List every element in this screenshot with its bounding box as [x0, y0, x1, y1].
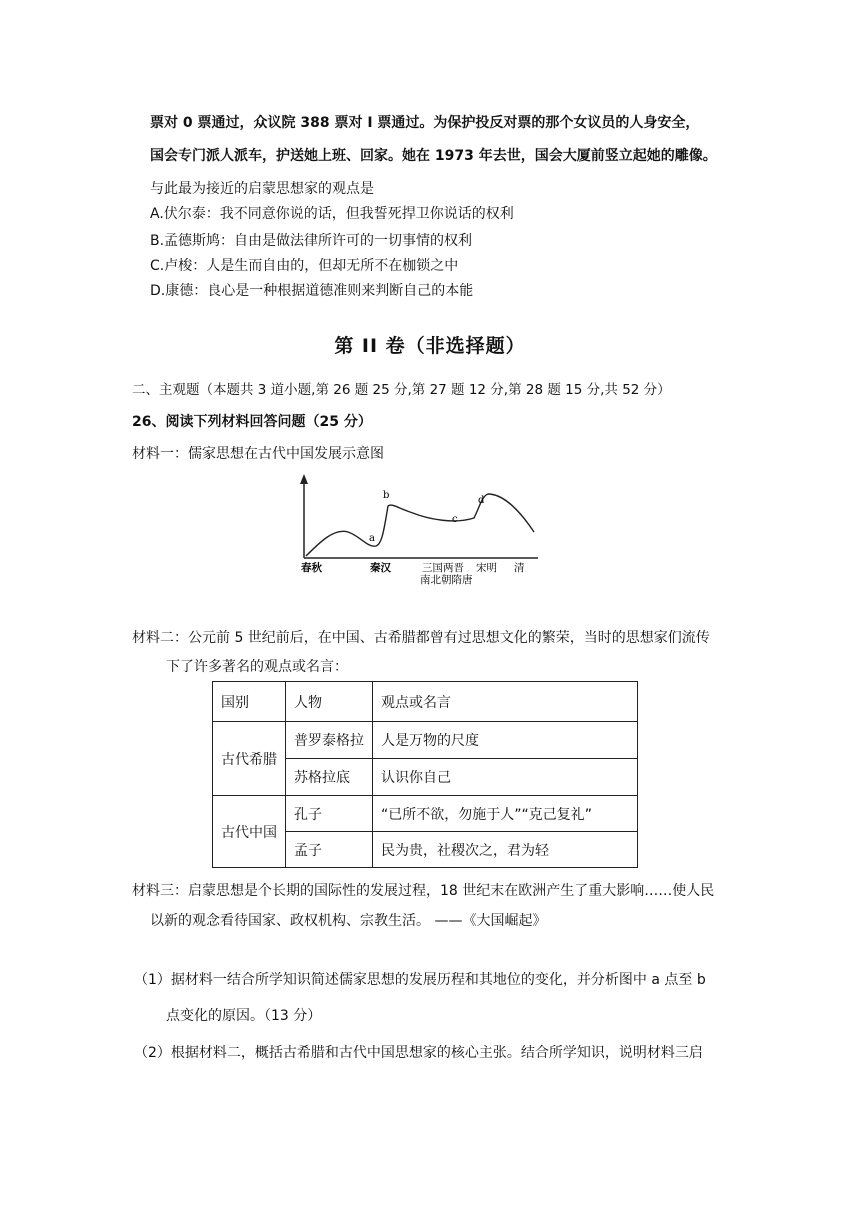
material1-label: 材料一：儒家思想在古代中国发展示意图 — [132, 446, 384, 462]
header-country: 国别 — [213, 682, 286, 722]
q25-text-line1: 票对 0 票通过，众议院 388 票对 I 票通过。为保护投反对票的那个女议员的人身安全， — [150, 115, 700, 131]
point-label-b: b — [383, 490, 390, 501]
section-title: 第 II 卷（非选择题） — [334, 335, 526, 357]
thinkers-table — [212, 681, 638, 868]
quote-cell: 认识你自己 — [373, 759, 638, 796]
part-heading: 二、主观题（本题共 3 道小题,第 26 题 25 分,第 27 题 12 分,第 28 题 15 分,共 52 分） — [132, 382, 671, 398]
question-1-line1: （1）据材料一结合所学知识简述儒家思想的发展历程和其地位的变化，并分析图中 a 点至 b — [134, 972, 706, 988]
person-cell: 普罗泰格拉 — [286, 722, 373, 759]
table-header-row — [213, 682, 638, 722]
x-tick-label-sub: 南北朝隋唐 — [420, 574, 473, 586]
material2-line1: 材料二：公元前 5 世纪前后，在中国、古希腊都曾有过思想文化的繁荣，当时的思想家们流传 — [132, 630, 710, 646]
question-2-line1: （2）根据材料二，概括古希腊和古代中国思想家的核心主张。结合所学知识，说明材料三启 — [134, 1045, 703, 1061]
person-cell: 苏格拉底 — [286, 759, 373, 796]
q25-option-d: D.康德：良心是一种根据道德准则来判断自己的本能 — [150, 283, 474, 299]
material2-line2: 下了许多著名的观点或名言： — [166, 659, 348, 675]
point-label-c: c — [452, 514, 458, 525]
q25-option-a: A.伏尔泰：我不同意你说的话，但我誓死捍卫你说话的权利 — [150, 206, 514, 222]
quote-cell: “已所不欲，勿施于人”“克己复礼” — [373, 796, 638, 832]
country-cell: 古代希腊 — [213, 722, 286, 796]
q25-option-c: C.卢梭：人是生而自由的，但却无所不在枷锁之中 — [150, 258, 459, 274]
q26-heading: 26、阅读下列材料回答问题（25 分） — [132, 414, 372, 430]
person-cell: 孔子 — [286, 796, 373, 832]
q25-text-line2: 国会专门派人派车，护送她上班、回家。她在 1973 年去世，国会大厦前竖立起她的雕像。 — [150, 148, 717, 164]
point-label-d: d — [478, 495, 485, 506]
material3-line1: 材料三：启蒙思想是个长期的国际性的发展过程，18 世纪末在欧洲产生了重大影响……使人民 — [132, 883, 715, 899]
table-row — [213, 722, 638, 759]
header-quote: 观点或名言 — [373, 682, 638, 722]
q25-question-stem: 与此最为接近的启蒙思想家的观点是 — [150, 181, 374, 197]
quote-cell: 人是万物的尺度 — [373, 722, 638, 759]
confucianism-development-chart — [290, 470, 550, 595]
x-tick-label: 三国两晋 — [422, 562, 464, 574]
question-1-line2: 点变化的原因。（13 分） — [166, 1008, 322, 1024]
header-person: 人物 — [286, 682, 373, 722]
person-cell: 孟子 — [286, 832, 373, 868]
table-row — [213, 796, 638, 832]
series-line — [306, 494, 534, 556]
material3-line2: 以新的观念看待国家、政权机构、宗教生活。 ——《大国崛起》 — [150, 913, 547, 929]
quote-cell: 民为贵，社稷次之，君为轻 — [373, 832, 638, 868]
point-label-a: a — [369, 533, 375, 544]
country-cell: 古代中国 — [213, 796, 286, 868]
x-tick-label: 宋明 — [476, 562, 497, 574]
x-tick-label: 秦汉 — [370, 562, 391, 574]
y-axis-arrow — [300, 474, 308, 484]
x-tick-label: 清 — [514, 562, 525, 574]
q25-option-b: B.孟德斯鸠：自由是做法律所许可的一切事情的权利 — [150, 233, 473, 249]
x-tick-label: 春秋 — [301, 562, 322, 574]
